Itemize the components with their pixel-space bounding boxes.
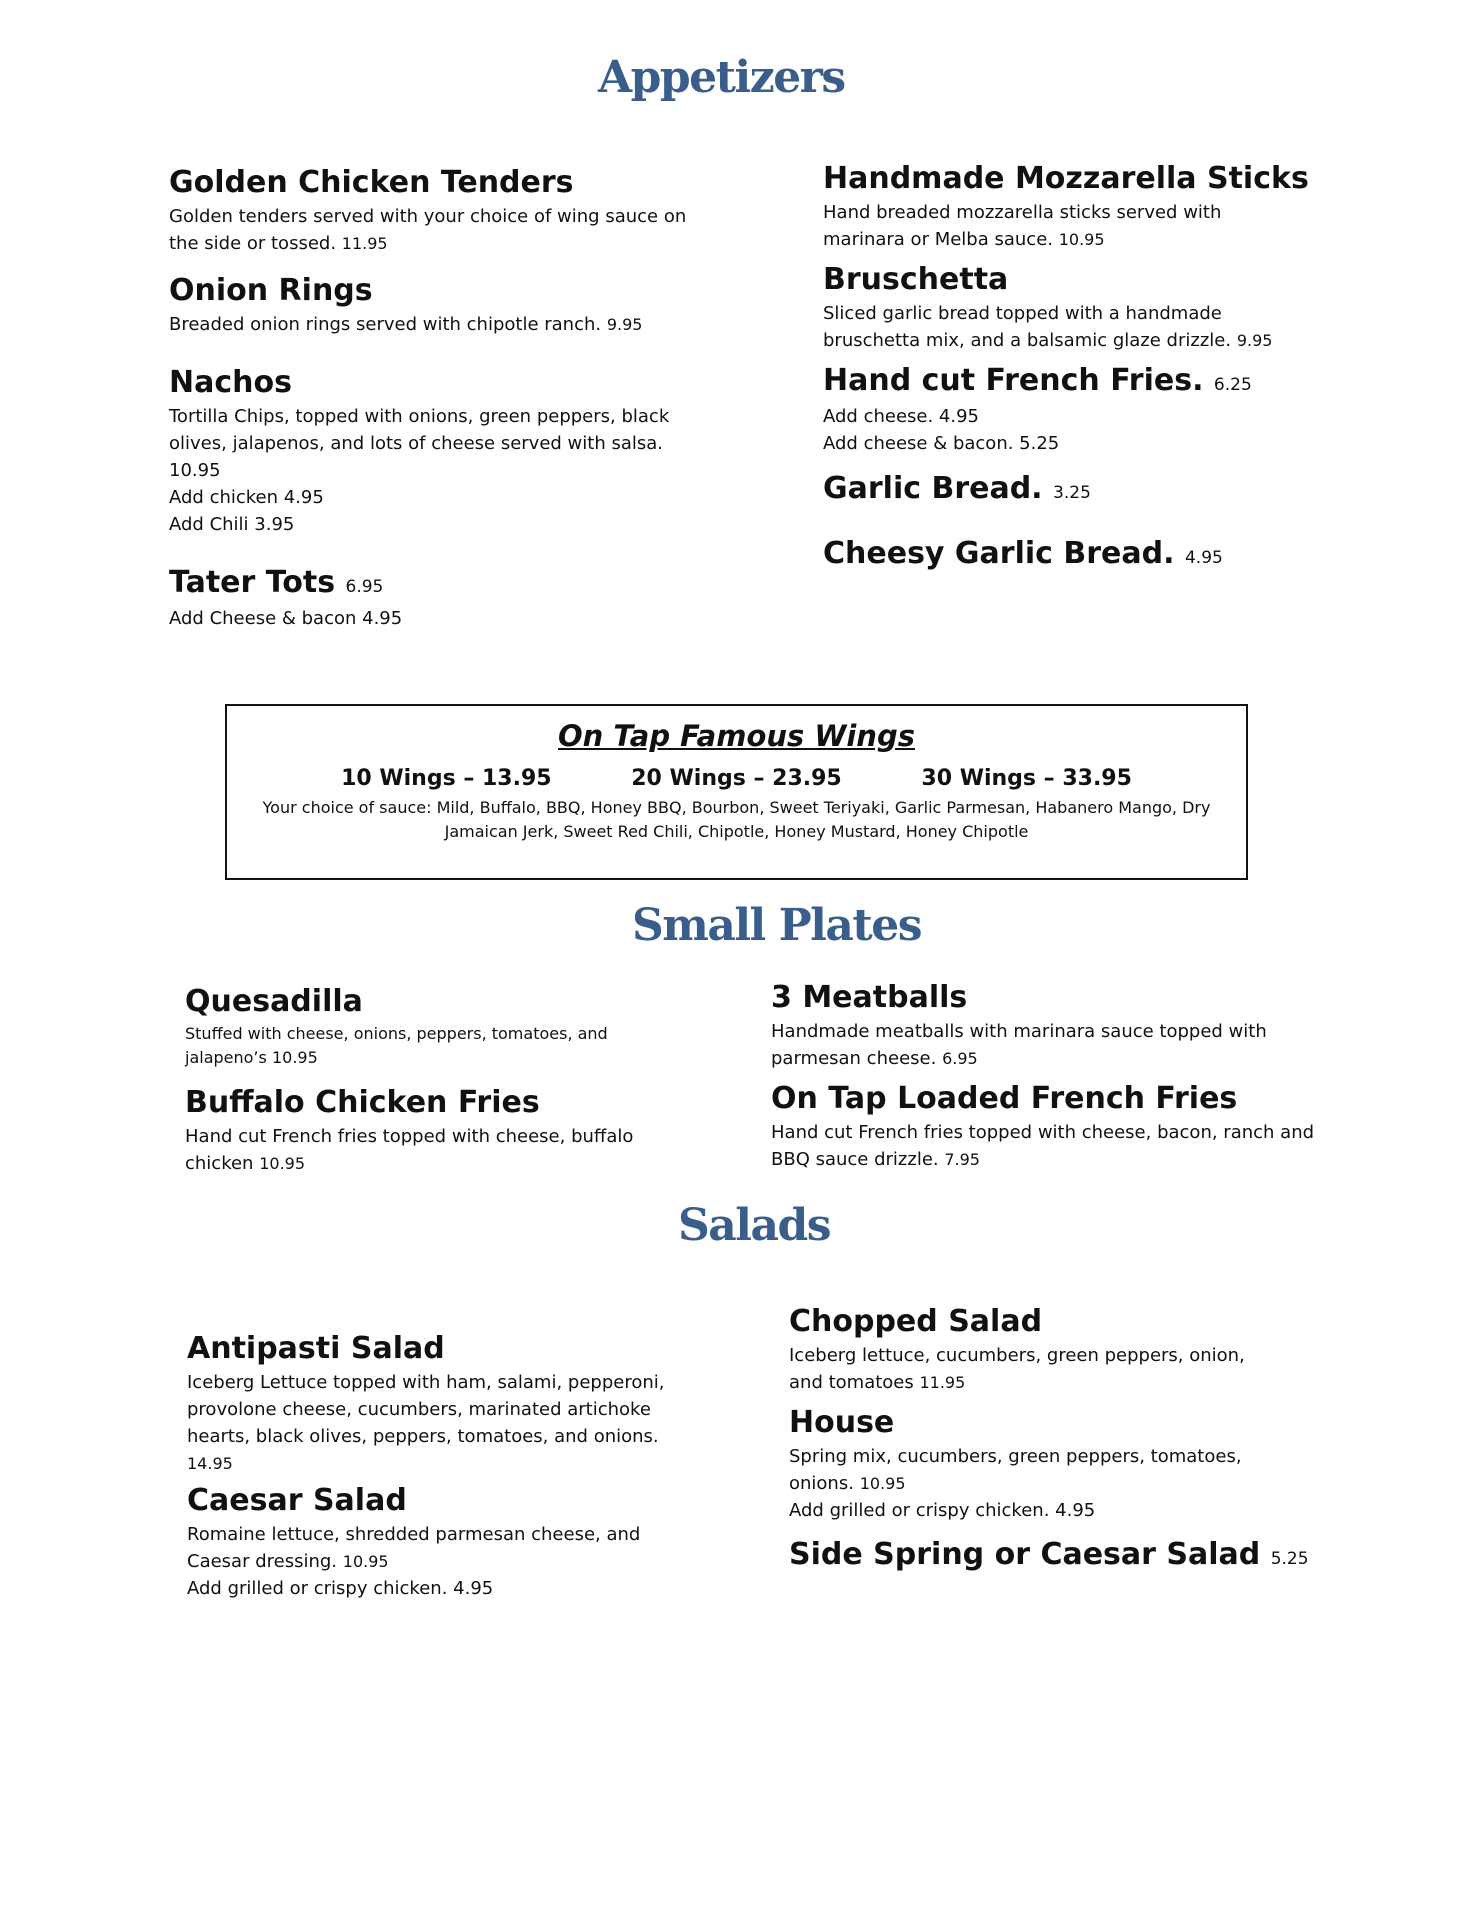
item-name: Buffalo Chicken Fries bbox=[185, 1085, 540, 1120]
wings-price: 20 Wings – 23.95 bbox=[631, 766, 842, 791]
item-price: 10.95 bbox=[859, 1474, 906, 1493]
item-description: Sliced garlic bread topped with a handmade bruschetta mix, and a balsamic glaze drizzle. 9.95 bbox=[823, 303, 1273, 351]
item-price: 11.95 bbox=[341, 234, 388, 253]
item-addon: Add grilled or crispy chicken. 4.95 bbox=[187, 1578, 494, 1599]
item-name: Chopped Salad bbox=[789, 1304, 1043, 1339]
item-price: 4.95 bbox=[1184, 548, 1223, 568]
item-price: 11.95 bbox=[919, 1373, 966, 1392]
menu-item bbox=[185, 1085, 645, 1177]
item-price: 10.95 bbox=[169, 460, 221, 481]
small-plates-title: Small Plates bbox=[632, 900, 921, 951]
item-name: Onion Rings bbox=[169, 273, 373, 308]
item-addon: Add cheese. 4.95 bbox=[823, 406, 979, 427]
item-name: House bbox=[789, 1405, 895, 1440]
item-price: 10.95 bbox=[1058, 230, 1105, 249]
menu-item bbox=[169, 565, 689, 632]
item-addon: Add Cheese & bacon 4.95 bbox=[169, 608, 403, 629]
menu-item bbox=[823, 536, 1283, 576]
menu-item bbox=[169, 273, 689, 338]
wings-price: 30 Wings – 33.95 bbox=[921, 766, 1132, 791]
item-description: Stuffed with cheese, onions, peppers, tomatoes, and jalapeno’s 10.95 bbox=[185, 1024, 608, 1067]
item-name: Antipasti Salad bbox=[187, 1331, 445, 1366]
menu-item bbox=[823, 471, 1283, 511]
wings-sauces: Your choice of sauce: Mild, Buffalo, BBQ, Honey BBQ, Bourbon, Sweet Teriyaki, Garlic Parmesan, Habanero Mango, Dry Jamaican Jerk, Sweet Red Chili, Chipotle, Honey Mustard, Honey Chipotle bbox=[262, 798, 1211, 841]
item-description: Romaine lettuce, shredded parmesan cheese, and Caesar dressing. 10.95 bbox=[187, 1524, 641, 1572]
item-description: Hand cut French fries topped with cheese, bacon, ranch and BBQ sauce drizzle. 7.95 bbox=[771, 1122, 1315, 1170]
item-description: Spring mix, cucumbers, green peppers, tomatoes, onions. 10.95 bbox=[789, 1446, 1242, 1494]
item-addon: Add grilled or crispy chicken. 4.95 bbox=[789, 1500, 1096, 1521]
item-name: Cheesy Garlic Bread. bbox=[823, 536, 1175, 571]
item-price: 3.25 bbox=[1053, 483, 1091, 503]
item-price: 9.95 bbox=[606, 315, 643, 334]
item-description: Hand cut French fries topped with cheese, buffalo chicken 10.95 bbox=[185, 1126, 634, 1174]
item-addon: Add cheese & bacon. 5.25 bbox=[823, 433, 1060, 454]
item-description: Hand breaded mozzarella sticks served with marinara or Melba sauce. 10.95 bbox=[823, 202, 1222, 250]
wings-prices bbox=[227, 764, 1246, 794]
menu-item bbox=[169, 365, 689, 538]
menu-item bbox=[823, 161, 1309, 253]
menu-item bbox=[187, 1483, 667, 1602]
menu-item bbox=[823, 262, 1283, 354]
wings-box bbox=[225, 704, 1248, 880]
item-price: 6.95 bbox=[345, 577, 384, 597]
menu-item bbox=[771, 1081, 1331, 1173]
menu-item bbox=[771, 980, 1331, 1072]
item-name: Hand cut French Fries. bbox=[823, 363, 1204, 398]
item-description: Iceberg lettuce, cucumbers, green peppers, onion, and tomatoes 11.95 bbox=[789, 1345, 1245, 1393]
item-price: 6.25 bbox=[1213, 375, 1252, 395]
item-name: Quesadilla bbox=[185, 984, 363, 1019]
item-description: Golden tenders served with your choice of wing sauce on the side or tossed. 11.95 bbox=[169, 206, 687, 254]
item-price: 14.95 bbox=[187, 1454, 233, 1473]
menu-item bbox=[789, 1537, 1309, 1577]
wings-price: 10 Wings – 13.95 bbox=[341, 766, 552, 791]
item-price: 7.95 bbox=[944, 1150, 980, 1169]
item-price: 9.95 bbox=[1236, 331, 1273, 350]
item-name: Tater Tots bbox=[169, 565, 336, 600]
item-name: Caesar Salad bbox=[187, 1483, 407, 1518]
appetizers-title: Appetizers bbox=[598, 52, 845, 103]
item-addon: Add Chili 3.95 bbox=[169, 514, 295, 535]
menu-item bbox=[789, 1405, 1269, 1524]
item-price: 10.95 bbox=[271, 1048, 318, 1067]
salads-title: Salads bbox=[678, 1200, 831, 1251]
item-name: Golden Chicken Tenders bbox=[169, 165, 574, 200]
item-price: 5.25 bbox=[1270, 1549, 1309, 1569]
item-name: Nachos bbox=[169, 365, 292, 400]
wings-title: On Tap Famous Wings bbox=[558, 719, 915, 753]
item-name: Side Spring or Caesar Salad bbox=[789, 1537, 1261, 1572]
item-price: 10.95 bbox=[259, 1154, 306, 1173]
menu-item bbox=[789, 1304, 1269, 1396]
item-price: 6.95 bbox=[942, 1049, 978, 1068]
menu-item bbox=[185, 984, 645, 1070]
menu-item bbox=[169, 165, 689, 257]
menu-item bbox=[823, 363, 1283, 457]
item-name: Handmade Mozzarella Sticks bbox=[823, 161, 1309, 196]
item-description: Iceberg Lettuce topped with ham, salami, pepperoni, provolone cheese, cucumbers, marinated artichoke hearts, black olives, peppers, tomatoes, and onions. 14.95 bbox=[187, 1372, 665, 1473]
item-description: Handmade meatballs with marinara sauce topped with parmesan cheese. 6.95 bbox=[771, 1021, 1267, 1069]
item-name: Garlic Bread. bbox=[823, 471, 1043, 506]
item-description: Tortilla Chips, topped with onions, green peppers, black olives, jalapenos, and lots of cheese served with salsa. 10.95 bbox=[169, 406, 670, 481]
item-name: On Tap Loaded French Fries bbox=[771, 1081, 1238, 1116]
item-name: Bruschetta bbox=[823, 262, 1009, 297]
item-description: Breaded onion rings served with chipotle ranch. 9.95 bbox=[169, 314, 643, 335]
item-price: 10.95 bbox=[342, 1552, 389, 1571]
item-addon: Add chicken 4.95 bbox=[169, 487, 324, 508]
item-name: 3 Meatballs bbox=[771, 980, 968, 1015]
menu-item bbox=[187, 1331, 667, 1477]
